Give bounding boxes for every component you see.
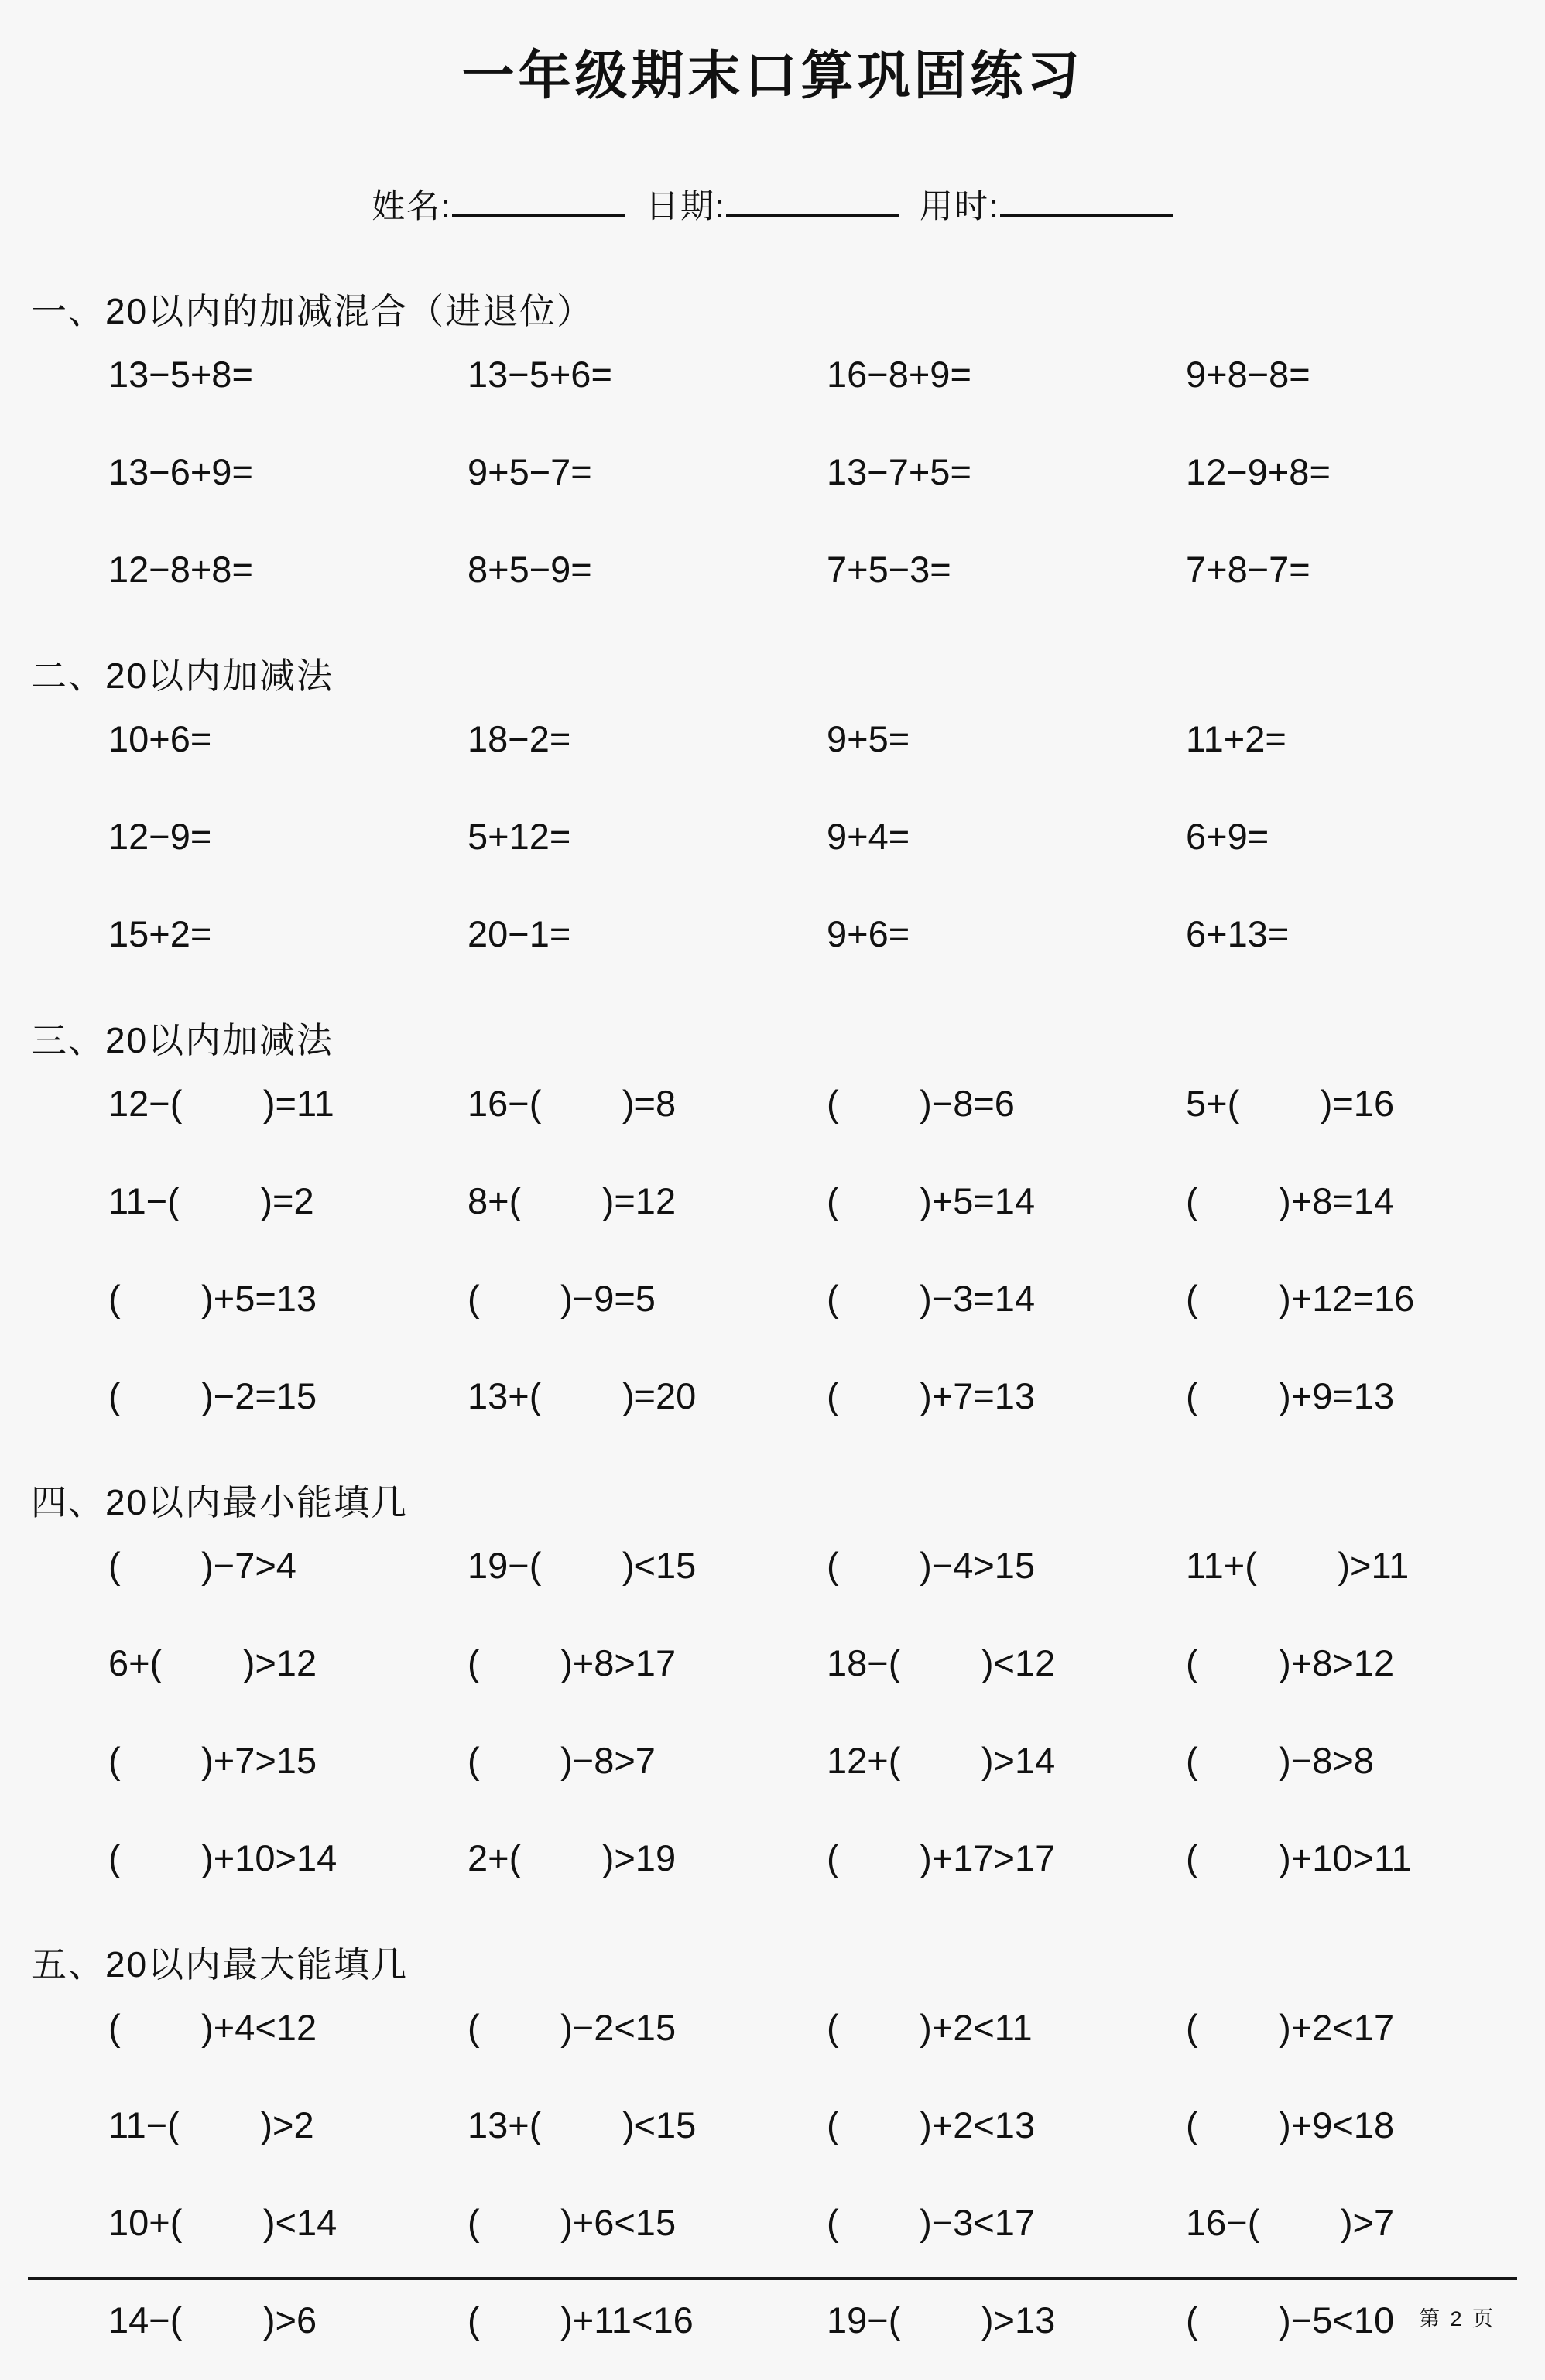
problem: ( )+5=14 — [827, 1180, 1036, 1221]
problems-grid — [0, 716, 1545, 957]
section-heading: 一、20以内的加减混合（进退位） — [31, 291, 594, 331]
problem: 9+5−7= — [468, 451, 592, 492]
problem: 12−8+8= — [108, 549, 253, 590]
problem: ( )+10>14 — [108, 1837, 337, 1878]
problem: ( )+5=13 — [108, 1278, 317, 1319]
problem: ( )+6<15 — [468, 2202, 677, 2243]
problem: 8+5−9= — [468, 549, 592, 590]
problem: 16−( )=8 — [468, 1083, 677, 1124]
problem: 7+8−7= — [1186, 549, 1310, 590]
problems-grid — [0, 351, 1545, 592]
problem: 5+( )=16 — [1186, 1083, 1395, 1124]
problem: ( )+11<16 — [468, 2300, 694, 2341]
problem-section — [0, 648, 1545, 957]
problem: 9+8−8= — [1186, 354, 1310, 395]
page-title: 一年级期末口算巩固练习 — [461, 46, 1084, 105]
problem: 13−5+8= — [108, 354, 253, 395]
problem: 2+( )>19 — [468, 1837, 677, 1878]
problem: ( )+2<11 — [827, 2007, 1033, 2048]
problem: ( )−5<10 — [1186, 2300, 1395, 2341]
section-heading: 二、20以内加减法 — [31, 656, 334, 696]
problem: 9+6= — [827, 913, 910, 954]
problem: ( )−3=14 — [827, 1278, 1036, 1319]
problem: 10+( )<14 — [108, 2202, 337, 2243]
problem: ( )−3<17 — [827, 2202, 1036, 2243]
page-footer — [28, 2277, 1517, 2332]
problem: 13+( )<15 — [468, 2104, 697, 2145]
name-date-time-line — [0, 180, 1545, 228]
date-blank-line — [726, 183, 899, 217]
problem: 14−( )>6 — [108, 2300, 317, 2341]
problem: 6+13= — [1186, 913, 1290, 954]
problem: 11−( )=2 — [108, 1180, 314, 1221]
problem: 8+( )=12 — [468, 1180, 677, 1221]
name-blank-line — [452, 183, 625, 217]
problem: 9+5= — [827, 718, 910, 759]
problem: ( )+8>17 — [468, 1642, 677, 1683]
problem: 11+2= — [1186, 718, 1286, 759]
problem: 7+5−3= — [827, 549, 951, 590]
problem: ( )−2<15 — [468, 2007, 677, 2048]
problem: 19−( )<15 — [468, 1545, 697, 1586]
problem-section — [0, 1474, 1545, 1881]
problem: 13−7+5= — [827, 451, 971, 492]
problem: 13−5+6= — [468, 354, 612, 395]
time-blank-line — [1000, 183, 1173, 217]
problems-grid — [0, 1080, 1545, 1419]
problem: 13−6+9= — [108, 451, 253, 492]
problem: 18−2= — [468, 718, 571, 759]
footer-divider-line — [28, 2277, 1517, 2280]
page-number: 第 2 页 — [1418, 2307, 1495, 2330]
problem: ( )−8=6 — [827, 1083, 1015, 1124]
problems-grid — [0, 1543, 1545, 1881]
problem: 9+4= — [827, 816, 910, 857]
problem: 10+6= — [108, 718, 212, 759]
problem: ( )+7>15 — [108, 1740, 317, 1781]
problem: 19−( )>13 — [827, 2300, 1056, 2341]
problem: ( )+12=16 — [1186, 1278, 1415, 1319]
problem: 6+9= — [1186, 816, 1269, 857]
problem: 16−( )>7 — [1186, 2202, 1395, 2243]
problem: ( )+8>12 — [1186, 1642, 1395, 1683]
section-heading: 四、20以内最小能填几 — [31, 1482, 409, 1522]
problem-section — [0, 283, 1545, 592]
time-label: 用时: — [919, 188, 1000, 225]
problem: 16−8+9= — [827, 354, 971, 395]
problem: 15+2= — [108, 913, 212, 954]
problem: ( )+4<12 — [108, 2007, 317, 2048]
problem: 5+12= — [468, 816, 571, 857]
problem: ( )+8=14 — [1186, 1180, 1395, 1221]
section-heading: 五、20以内最大能填几 — [31, 1944, 409, 1984]
problem: ( )+10>11 — [1186, 1837, 1412, 1878]
section-heading: 三、20以内加减法 — [31, 1020, 334, 1060]
name-label: 姓名: — [372, 188, 453, 225]
problem: 12−9+8= — [1186, 451, 1331, 492]
problem: ( )+9=13 — [1186, 1375, 1395, 1416]
problem: ( )+9<18 — [1186, 2104, 1395, 2145]
problem: 11−( )>2 — [108, 2104, 314, 2145]
problem: 12−9= — [108, 816, 212, 857]
problem: 20−1= — [468, 913, 571, 954]
problem: ( )−4>15 — [827, 1545, 1036, 1586]
date-label: 日期: — [646, 188, 726, 225]
problem: ( )+2<13 — [827, 2104, 1036, 2145]
problem: ( )+17>17 — [827, 1837, 1056, 1878]
problem: ( )−9=5 — [468, 1278, 656, 1319]
problem: ( )+7=13 — [827, 1375, 1036, 1416]
problem: 13+( )=20 — [468, 1375, 697, 1416]
problem: 6+( )>12 — [108, 1642, 317, 1683]
problem-section — [0, 1012, 1545, 1419]
problem: ( )−2=15 — [108, 1375, 317, 1416]
problem: ( )−7>4 — [108, 1545, 296, 1586]
problem: 11+( )>11 — [1186, 1545, 1410, 1586]
problem: ( )+2<17 — [1186, 2007, 1395, 2048]
problem: 18−( )<12 — [827, 1642, 1056, 1683]
problem: 12−( )=11 — [108, 1083, 334, 1124]
sections-container — [0, 283, 1545, 2343]
problem: 12+( )>14 — [827, 1740, 1056, 1781]
problem: ( )−8>8 — [1186, 1740, 1374, 1781]
problem: ( )−8>7 — [468, 1740, 656, 1781]
